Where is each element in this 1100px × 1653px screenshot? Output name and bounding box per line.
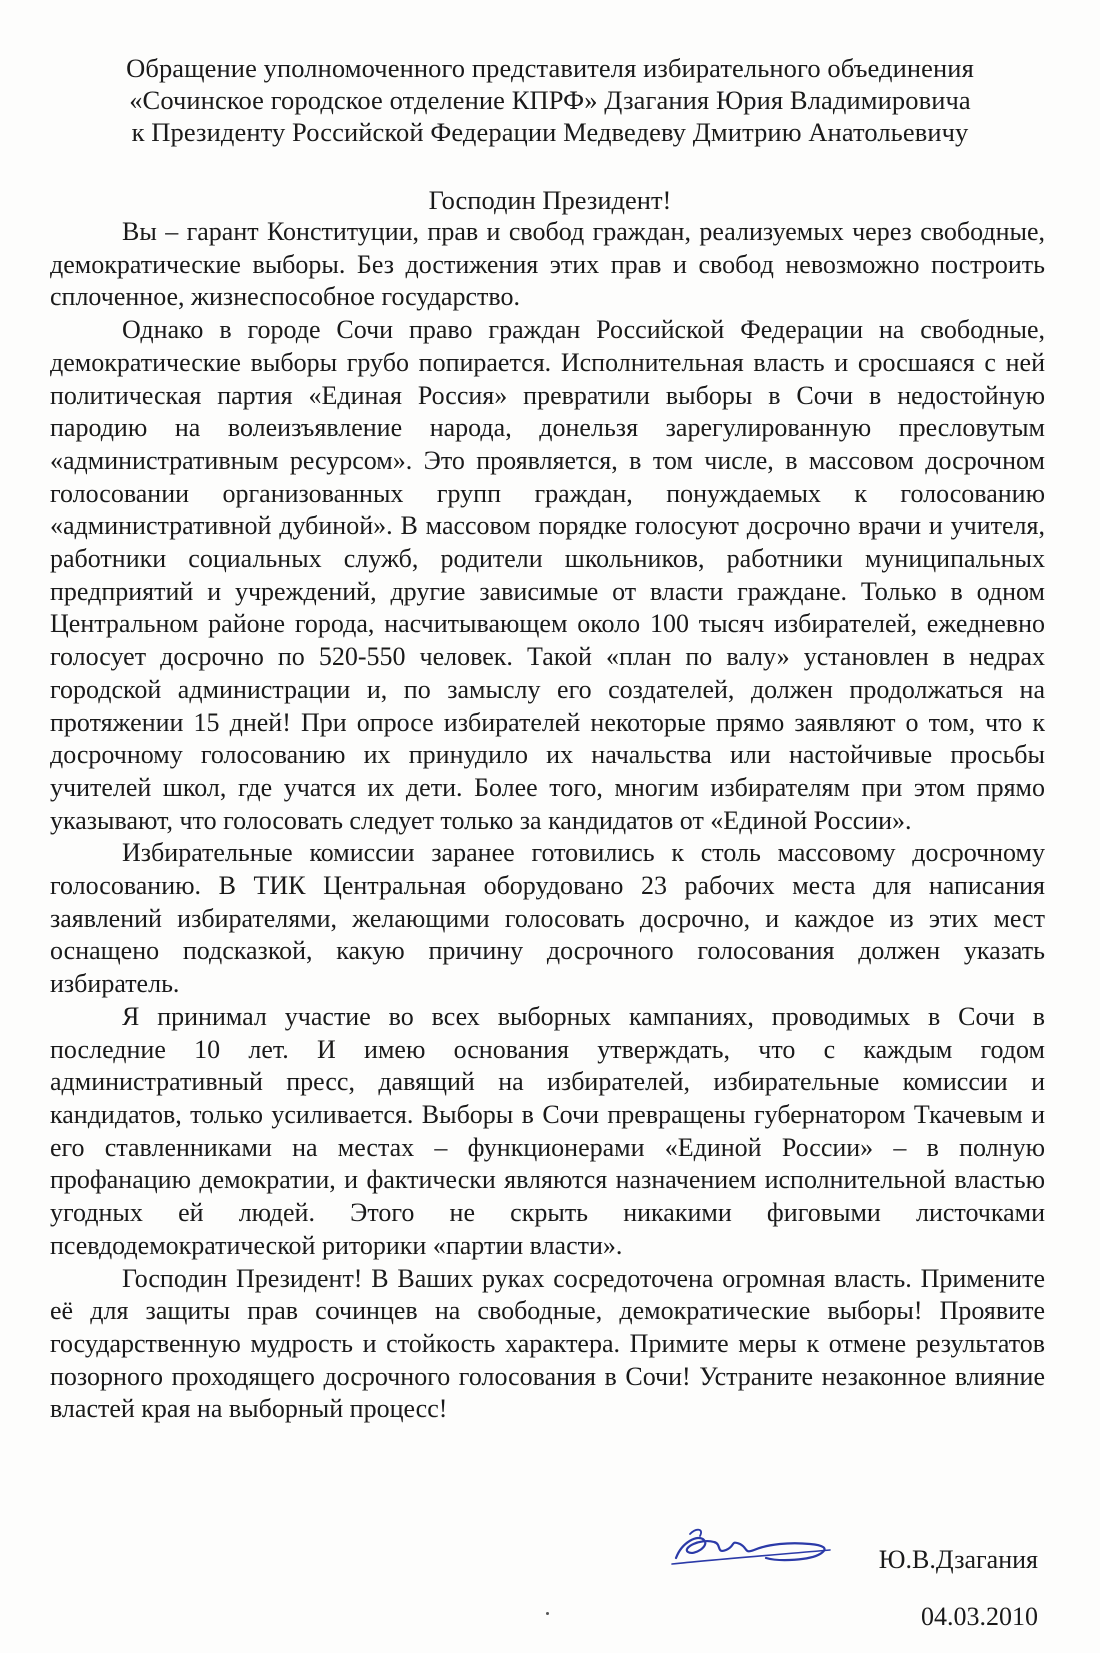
letter-body: [50, 216, 1045, 1426]
salutation: Господин Президент!: [428, 185, 672, 215]
heading-line: к Президенту Российской Федерации Медведеву Дмитрию Анатольевичу: [131, 117, 969, 147]
paragraph: Господин Президент! В Ваших руках сосредоточена огромная власть. Примените её для защиты прав сочинцев на свободные, демократические выборы! Проявите государственную мудрость и стойкость характера. Примите меры к отмене результатов позорного проходящего досрочного голосования в Сочи! Устраните незаконное влияние властей края на выборный процесс!: [50, 1263, 1045, 1424]
heading-line: «Сочинское городское отделение КПРФ» Дзагания Юрия Владимировича: [129, 85, 971, 115]
handwritten-signature: [670, 1520, 860, 1570]
paragraph: Вы – гарант Конституции, прав и свобод граждан, реализуемых через свободные, демократические выборы. Без достижения этих прав и свобод невозможно построить сплоченное, жизнеспособное государство.: [50, 217, 1045, 312]
signer-name: Ю.В.Дзагания: [878, 1545, 1038, 1574]
paragraph: Я принимал участие во всех выборных кампаниях, проводимых в Сочи в последние 10 лет. И имею основания утверждать, что с каждым годом административный пресс, давящий на избирателей, избирательные комиссии и кандидатов, только усиливается. Выборы в Сочи превращены губернатором Ткачевым и его ставленниками на местах – функционерами «Единой России» – в полную профанацию демократии, и фактически являются назначением исполнительной властью угодных ей людей. Этого не скрыть никакими фиговыми листочками псевдодемократической риторики «партии власти».: [50, 1001, 1045, 1260]
paragraph: Избирательные комиссии заранее готовились к столь массовому досрочному голосованию. В ТИК Центральная оборудовано 23 рабочих места для написания заявлений избирателями, желающими голосовать досрочно, и каждое из этих мест оснащено подсказкой, какую причину досрочного голосования должен указать избиратель.: [50, 838, 1045, 999]
heading-line: Обращение уполномоченного представителя избирательного объединения: [126, 53, 974, 83]
letter-date: 04.03.2010: [921, 1602, 1038, 1631]
paragraph: Однако в городе Сочи право граждан Российской Федерации на свободные, демократические выборы грубо попирается. Исполнительная власть и сросшаяся с ней политическая партия «Единая Россия» превратили выборы в Сочи в недостойную пародию на волеизъявление народа, донельзя зарегулированную пресловутым «административным ресурсом». Это проявляется, в том числе, в массовом досрочном голосовании организованных групп граждан, понуждаемых к голосованию «административной дубиной». В массовом порядке голосуют досрочно врачи и учителя, работники социальных служб, родители школьников, работники муниципальных предприятий и учреждений, другие зависимые от власти граждане. Только в одном Центральном районе города, насчитывающем около 100 тысяч избирателей, ежедневно голосует досрочно по 520-550 человек. Такой «план по валу» установлен в недрах городской администрации и, по замыслу его создателей, должен продолжаться на протяжении 15 дней! При опросе избирателей некоторые прямо заявляют о том, что к досрочному голосованию их принудило их начальства или настойчивые просьбы учителей школ, где учатся их дети. Более того, многим избирателям при этом прямо указывают, что голосовать следует только за кандидатов от «Единой России».: [50, 315, 1045, 835]
document-heading: [60, 52, 1040, 148]
paper-speck: [546, 1612, 549, 1615]
signature-block: [670, 1520, 1050, 1630]
